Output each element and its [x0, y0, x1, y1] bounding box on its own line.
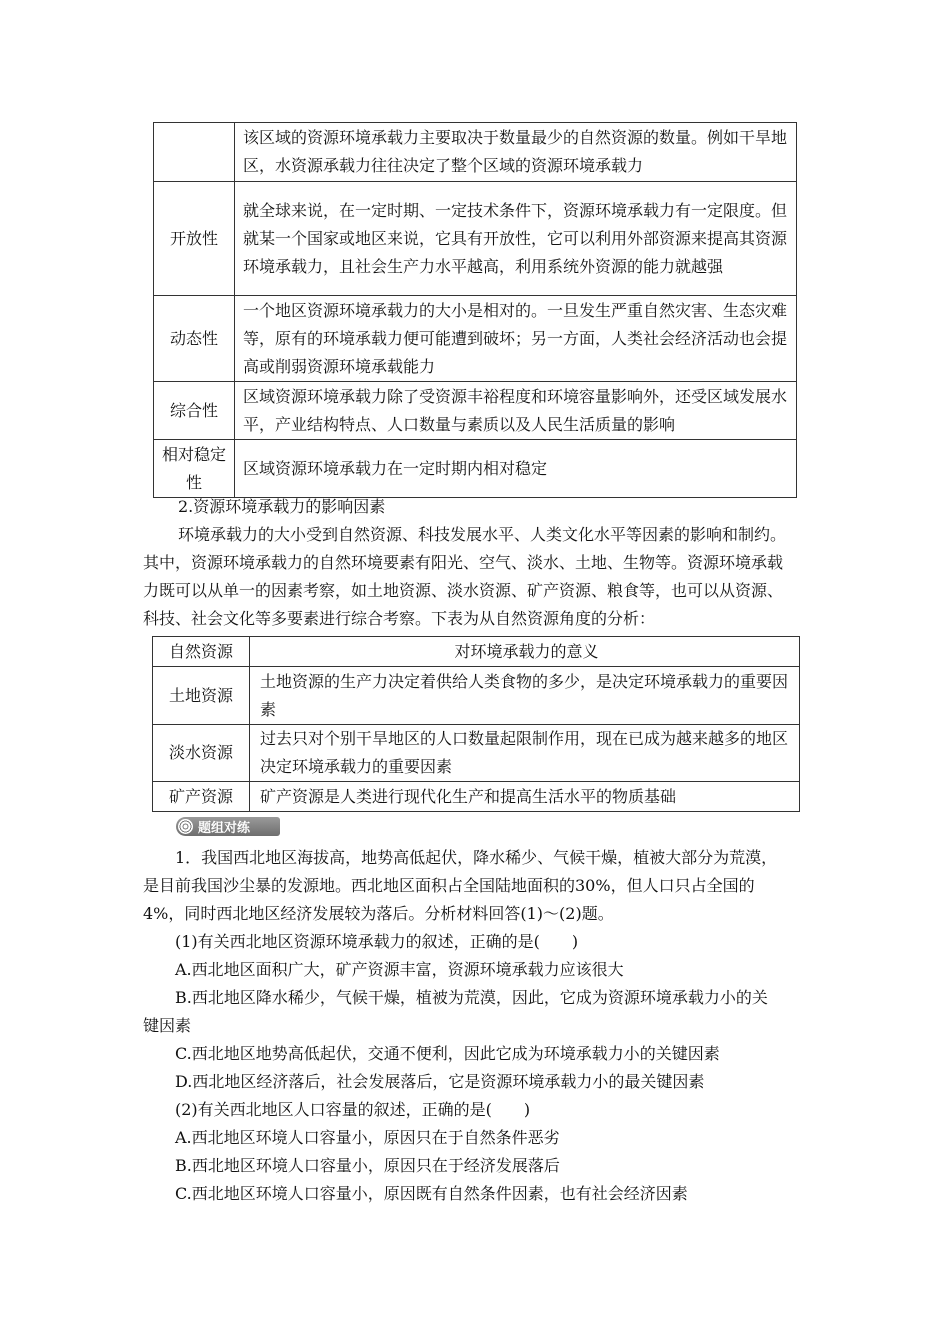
- characteristics-table: [153, 122, 797, 498]
- row-key: 综合性: [154, 382, 235, 440]
- row-key: 淡水资源: [153, 725, 250, 782]
- table-row: [154, 296, 797, 382]
- option-c: C.西北地区环境人口容量小，原因既有自然条件因素，也有社会经济因素: [175, 1184, 688, 1203]
- header-col1: 自然资源: [153, 637, 250, 667]
- table-row: [154, 182, 797, 296]
- table-row: [153, 667, 800, 725]
- option-b: B.西北地区环境人口容量小，原因只在于经济发展落后: [175, 1156, 560, 1175]
- option-b: B.西北地区降水稀少，气候干燥，植被为荒漠，因此，它成为资源环境承载力小的关: [175, 988, 768, 1007]
- row-key: 土地资源: [153, 667, 250, 725]
- row-text: 该区域的资源环境承载力主要取决于数量最少的自然资源的数量。例如干旱地区，水资源承载力往往决定了整个区域的资源环境承载力: [235, 123, 797, 182]
- header-col2: 对环境承载力的意义: [250, 637, 800, 667]
- row-key: 相对稳定性: [154, 440, 235, 498]
- section-heading: 2.资源环境承载力的影响因素: [178, 497, 386, 516]
- exercise-badge: [176, 817, 280, 836]
- option-a: A.西北地区面积广大，矿产资源丰富，资源环境承载力应该很大: [175, 960, 624, 979]
- table-row: [153, 782, 800, 812]
- badge-label: 题组对练: [198, 821, 251, 836]
- row-key: 动态性: [154, 296, 235, 382]
- table-header-row: [153, 637, 800, 667]
- row-text: 区域资源环境承载力在一定时期内相对稳定: [235, 440, 797, 498]
- option-d: D.西北地区经济落后，社会发展落后，它是资源环境承载力小的最关键因素: [175, 1072, 705, 1091]
- row-text: 过去只对个别干旱地区的人口数量起限制作用，现在已成为越来越多的地区决定环境承载力的重要因素: [250, 725, 800, 782]
- table-row: [153, 725, 800, 782]
- table-row: [154, 440, 797, 498]
- section-paragraph: 环境承载力的大小受到自然资源、科技发展水平、人类文化水平等因素的影响和制约。其中，资源环境承载力的自然环境要素有阳光、空气、淡水、土地、生物等。资源环境承载力既可以从单一的因素考察，如土地资源、淡水资源、矿产资源、粮食等，也可以从资源、科技、社会文化等多要素进行综合考察。下表为从自然资源角度的分析：: [143, 525, 787, 628]
- row-text: 区域资源环境承载力除了受资源丰裕程度和环境容量影响外，还受区域发展水平，产业结构特点、人口数量与素质以及人民生活质量的影响: [235, 382, 797, 440]
- row-text: 矿产资源是人类进行现代化生产和提高生活水平的物质基础: [250, 782, 800, 812]
- table-row: [154, 123, 797, 182]
- question-2: (2)有关西北地区人口容量的叙述，正确的是( ): [175, 1100, 531, 1119]
- exercise-intro-line: 是目前我国沙尘暴的发源地。西北地区面积占全国陆地面积的30%，但人口只占全国的: [143, 876, 755, 895]
- question-1: (1)有关西北地区资源环境承载力的叙述，正确的是( ): [175, 932, 579, 951]
- row-text: 一个地区资源环境承载力的大小是相对的。一旦发生严重自然灾害、生态灾难等，原有的环境承载力便可能遭到破坏；另一方面，人类社会经济活动也会提高或削弱资源环境承载能力: [235, 296, 797, 382]
- row-key: 开放性: [154, 182, 235, 296]
- row-text: 土地资源的生产力决定着供给人类食物的多少，是决定环境承载力的重要因素: [250, 667, 800, 725]
- option-a: A.西北地区环境人口容量小，原因只在于自然条件恶劣: [175, 1128, 560, 1147]
- row-key: [154, 123, 235, 182]
- row-key: 矿产资源: [153, 782, 250, 812]
- option-c: C.西北地区地势高低起伏，交通不便利，因此它成为环境承载力小的关键因素: [175, 1044, 720, 1063]
- exercise-intro-line: 4%，同时西北地区经济发展较为落后。分析材料回答(1)～(2)题。: [143, 904, 614, 923]
- row-text: 就全球来说，在一定时期、一定技术条件下，资源环境承载力有一定限度。但就某一个国家或地区来说，它具有开放性，它可以利用外部资源来提高其资源环境承载力，且社会生产力水平越高，利用系统外资源的能力就越强: [235, 182, 797, 296]
- table-row: [154, 382, 797, 440]
- natural-resources-table: [152, 636, 800, 812]
- option-b-continued: 键因素: [143, 1016, 192, 1035]
- exercise-intro-line: 1．我国西北地区海拔高，地势高低起伏，降水稀少、气候干燥，植被大部分为荒漠，: [175, 848, 778, 867]
- target-circle-icon: [178, 819, 193, 834]
